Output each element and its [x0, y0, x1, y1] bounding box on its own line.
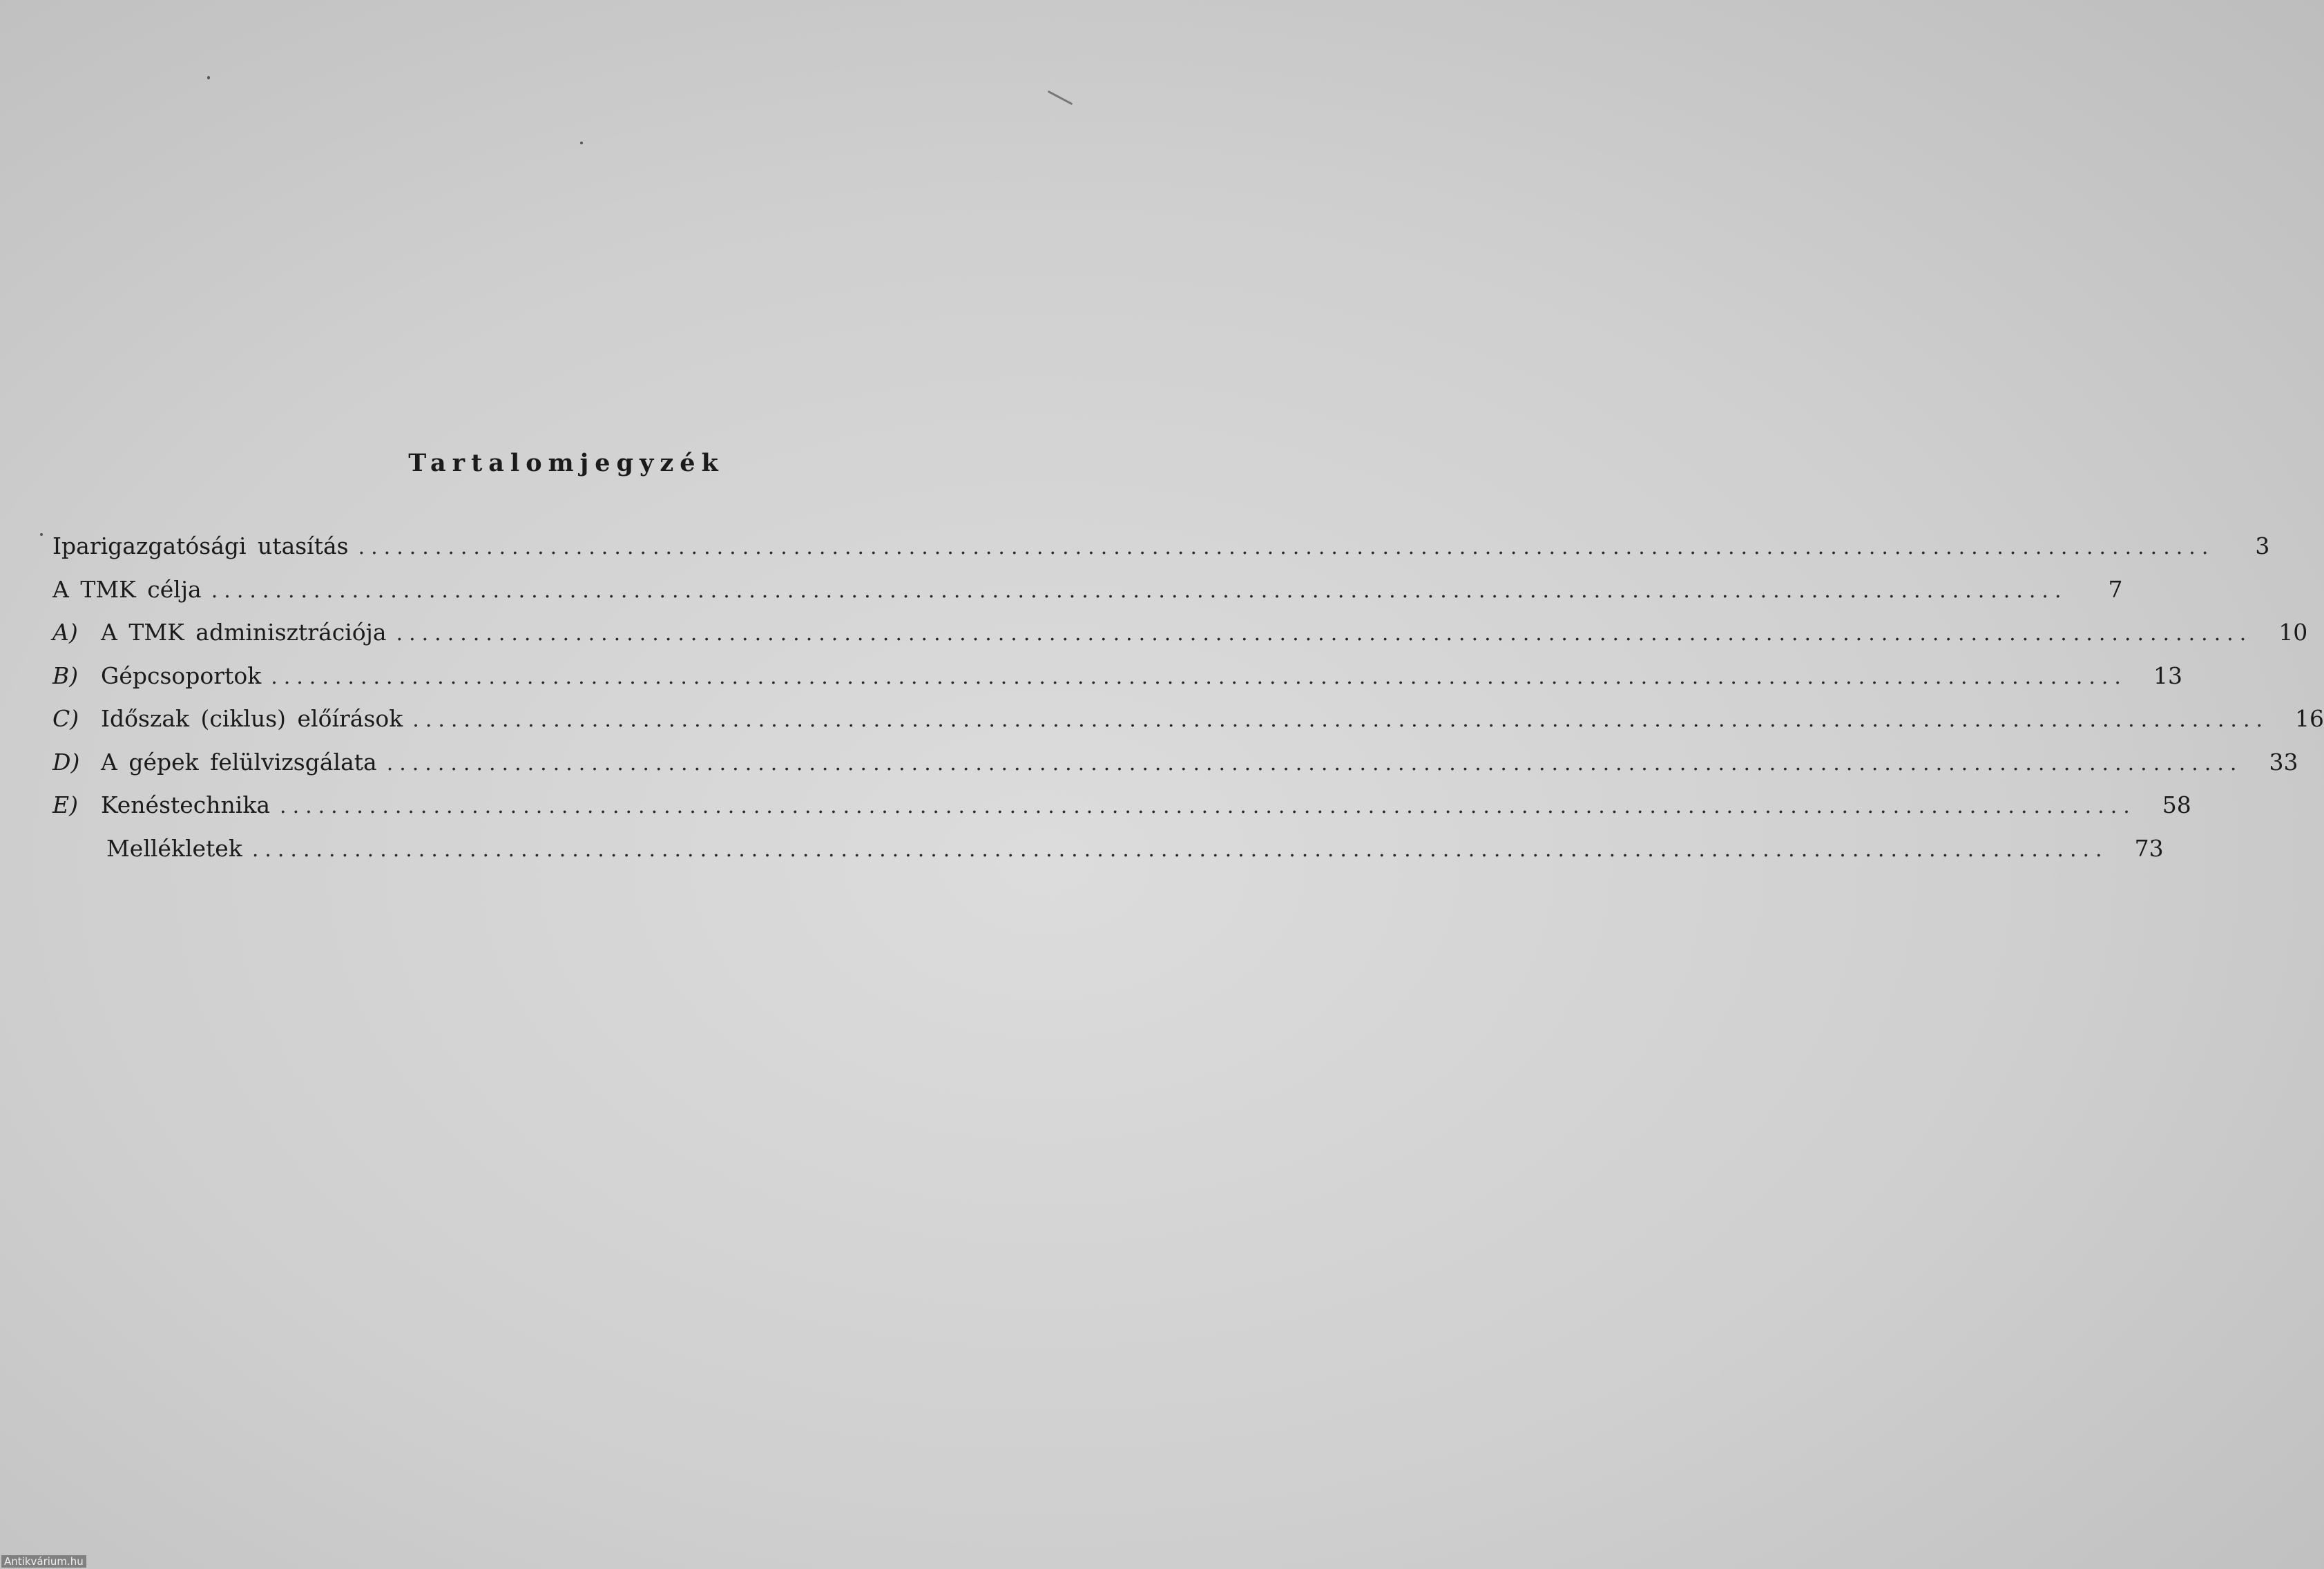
- toc-entry: [52, 827, 2164, 871]
- toc-entry-prefix: D): [52, 748, 80, 776]
- toc-entry-page: 73: [2134, 834, 2164, 862]
- toc-entry-page: 7: [2108, 575, 2123, 603]
- toc-entry-prefix: E): [52, 791, 78, 818]
- leader-dots: .................................................................................................................................................: [396, 622, 2253, 646]
- page-title: Tartalomjegyzék: [408, 449, 724, 477]
- toc-entry-title: Iparigazgatósági utasítás: [52, 532, 349, 559]
- toc-entry: [52, 611, 2308, 655]
- toc-entry-title: A TMK adminisztrációja: [101, 619, 387, 646]
- toc-entry-page: 3: [2255, 532, 2270, 559]
- leader-dots: .................................................................................................................................................: [386, 751, 2243, 776]
- toc-entry-page: 58: [2162, 791, 2191, 818]
- watermark: Antikvárium.hu: [1, 1555, 86, 1568]
- toc-entry-prefix: A): [52, 619, 78, 646]
- leader-dots: .................................................................................................................................................: [358, 535, 2215, 559]
- toc-entry-prefix: C): [52, 705, 79, 732]
- table-of-contents: [52, 525, 2324, 870]
- toc-entry: [52, 784, 2191, 827]
- paper-speck: [1048, 90, 1073, 105]
- toc-entry-page: 16: [2295, 705, 2324, 732]
- toc-entry-page: 13: [2153, 662, 2182, 689]
- toc-entry: [52, 697, 2324, 741]
- toc-entry-title: A TMK célja: [52, 575, 202, 603]
- paper-speck: [40, 533, 43, 536]
- leader-dots: .................................................................................................................................................: [412, 708, 2269, 732]
- leader-dots: .................................................................................................................................................: [251, 837, 2109, 862]
- toc-entry: [52, 568, 2123, 612]
- toc-entry-title: Kenéstechnika: [101, 791, 271, 818]
- toc-entry-prefix: B): [52, 662, 79, 689]
- toc-entry-title: Időszak (ciklus) előírások: [101, 705, 403, 732]
- toc-entry-title: Mellékletek: [106, 834, 242, 862]
- toc-entry-page: 10: [2278, 619, 2308, 646]
- paper-speck: [207, 76, 210, 79]
- toc-entry: [52, 525, 2270, 568]
- paper-speck: [580, 142, 583, 144]
- leader-dots: .................................................................................................................................................: [271, 664, 2127, 689]
- toc-entry-title: Gépcsoportok: [101, 662, 262, 689]
- toc-entry: [52, 741, 2298, 784]
- toc-entry-page: 33: [2269, 748, 2298, 776]
- leader-dots: .................................................................................................................................................: [280, 794, 2136, 818]
- leader-dots: .................................................................................................................................................: [211, 578, 2068, 603]
- toc-entry-title: A gépek felülvizsgálata: [101, 748, 377, 776]
- toc-entry: [52, 655, 2182, 698]
